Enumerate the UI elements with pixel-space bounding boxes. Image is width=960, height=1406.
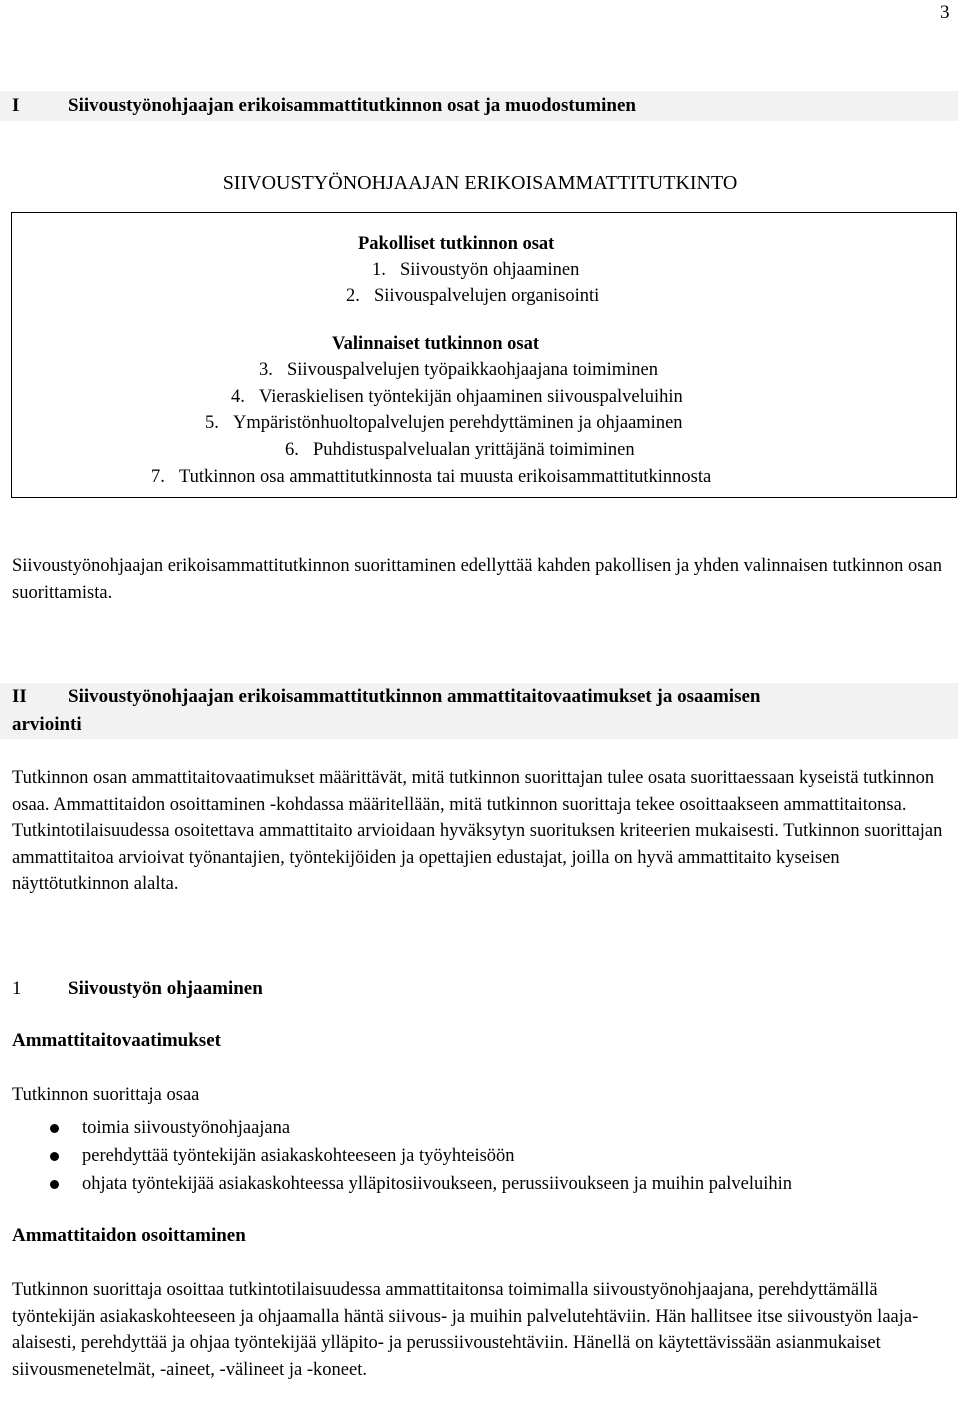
section-title-continued: arviointi [12,714,82,735]
requirements-intro: Tutkinnon suorittaja osaa [12,1085,200,1105]
degree-title: SIIVOUSTYÖNOHJAAJAN ERIKOISAMMATTITUTKINTO [222,172,738,194]
section-title: Siivoustyönohjaajan erikoisammattitutkinnon osat ja muodostuminen [68,95,636,116]
list-item: 1. Siivoustyön ohjaaminen [372,260,580,280]
page-number: 3 [940,2,950,23]
bullet-icon [50,1124,59,1133]
section-number: I [12,95,20,116]
demonstration-paragraph: Tutkinnon suorittaja osoittaa tutkintotilaisuudessa ammattitaitonsa toimimalla siivoustyönohjaajana, perehdyttämällä työntekijän asiakaskohteeseen ja ohjaamalla häntä siivous- ja muihin palvelutehtäviin. Hän hallitsee itse siivoustyön laaja-alaisesti, perehdyttää ja ohjaa työntekijää ylläpito- ja perussiivoustehtäviin. Hänellä on käytettävissään asianmukaiset siivousmenetelmät, -aineet, -välineet ja -koneet. [12,1280,919,1380]
demonstration-heading: Ammattitaidon osoittaminen [12,1225,246,1246]
module-number: 1 [12,978,22,999]
bullet-icon [50,1152,59,1161]
module-title: Siivoustyön ohjaaminen [68,978,263,999]
list-item: 7. Tutkinnon osa ammattitutkinnosta tai muusta erikoisammattitutkinnosta [151,467,712,487]
assessment-paragraph: Tutkinnon osan ammattitaitovaatimukset määrittävät, mitä tutkinnon suorittajan tulee osata suorittaessaan kyseistä tutkinnon osaa. Ammattitaidon osoittaminen -kohdassa määritellään, mitä tutkinnon suorittaja tekee osoittaakseen ammattitaitonsa. Tutkintotilaisuudessa osoitettava ammattitaito arvioidaan hyväksytyn suorituksen kriteerien mukaisesti. Tutkinnon suorittajan ammattitaitoa arvioivat työnantajien, työntekijöiden ja opettajien edustajat, joilla on hyvä ammattitaito kyseisen näyttötutkinnon alalta. [12,768,943,894]
section-heading-2 [0,683,958,739]
list-item: toimia siivoustyönohjaajana [12,1114,792,1142]
list-item: ohjata työntekijää asiakaskohteessa ylläpitosiivoukseen, perussiivoukseen ja muihin palveluihin [12,1170,792,1198]
list-item: 6. Puhdistuspalvelualan yrittäjänä toimiminen [285,440,635,460]
section-title: Siivoustyönohjaajan erikoisammattitutkinnon ammattitaitovaatimukset ja osaamisen [68,686,761,707]
section-heading-1 [0,91,958,121]
bullet-icon [50,1180,59,1189]
list-item: 4. Vieraskielisen työntekijän ohjaaminen siivouspalveluihin [231,387,683,407]
list-item: 2. Siivouspalvelujen organisointi [346,286,600,306]
requirements-list [12,1114,792,1198]
section-number: II [12,686,27,707]
degree-structure-box [11,212,957,498]
list-item: 3. Siivouspalvelujen työpaikkaohjaajana toimiminen [259,360,658,380]
list-item: perehdyttää työntekijän asiakaskohteeseen ja työyhteisöön [12,1142,792,1170]
mandatory-heading: Pakolliset tutkinnon osat [358,234,555,254]
optional-heading: Valinnaiset tutkinnon osat [332,334,539,354]
list-item: 5. Ympäristönhuoltopalvelujen perehdyttäminen ja ohjaaminen [205,413,683,433]
requirements-heading: Ammattitaitovaatimukset [12,1030,221,1051]
module-heading [12,978,263,1000]
completion-paragraph: Siivoustyönohjaajan erikoisammattitutkinnon suorittaminen edellyttää kahden pakollisen ja yhden valinnaisen tutkinnon osan suorittamista. [12,556,942,603]
